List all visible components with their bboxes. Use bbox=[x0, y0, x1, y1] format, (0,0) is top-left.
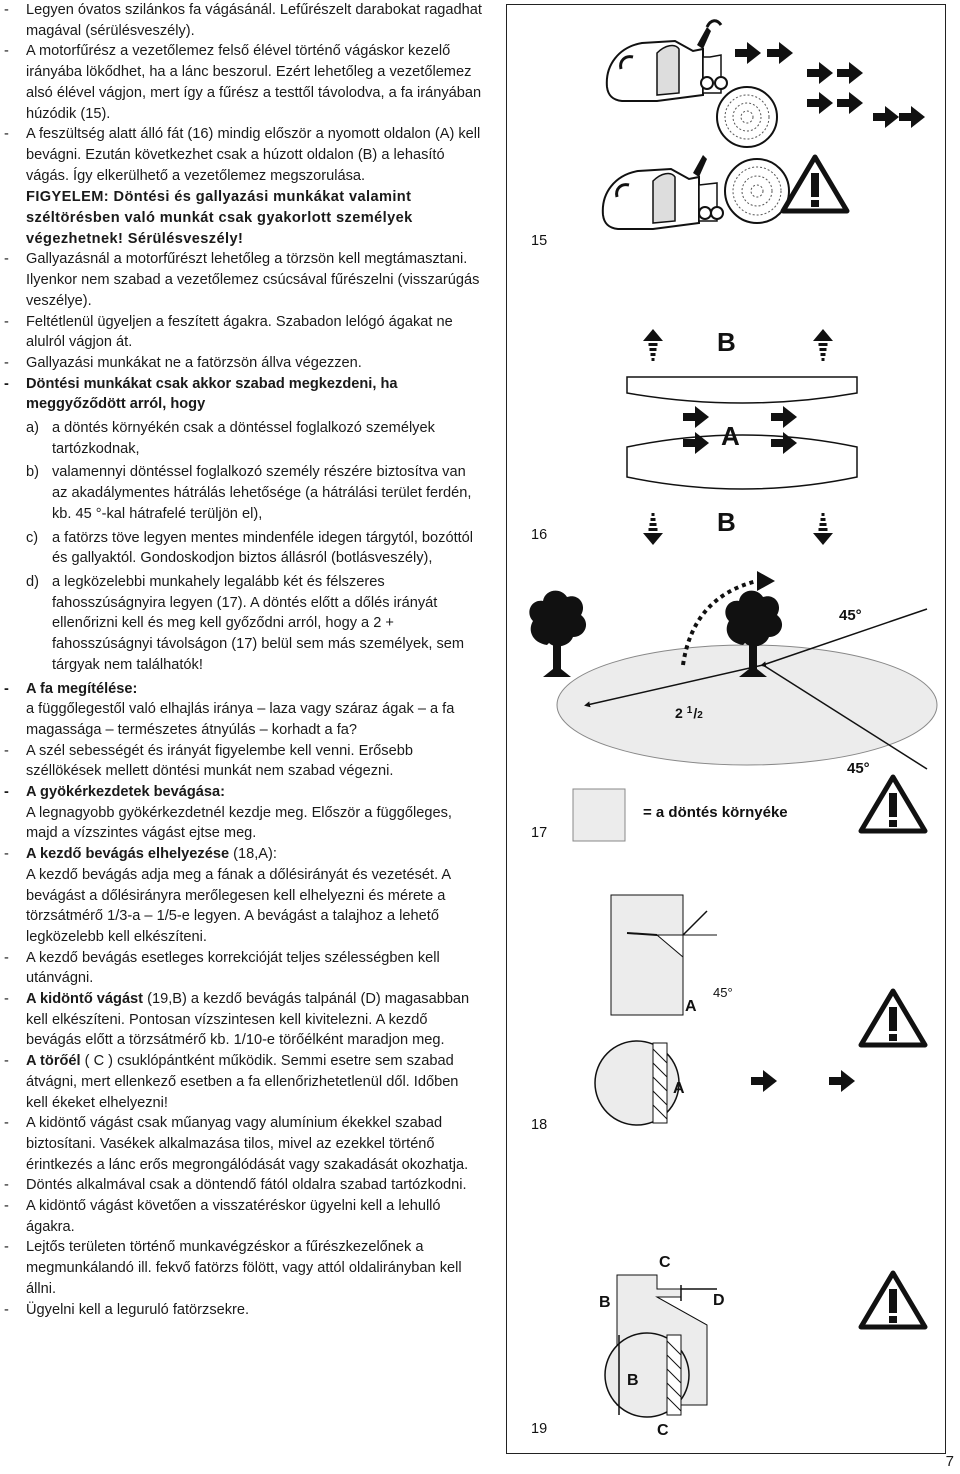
figure-number-19: 19 bbox=[531, 1421, 548, 1437]
figure-18-notch bbox=[595, 895, 855, 1125]
list-item: - Legyen óvatos szilánkos fa vágásánál. Lefűrészelt darabokat ragadhat magával (sérülésveszély). bbox=[4, 2, 482, 39]
log-cross-section-upper bbox=[717, 87, 777, 147]
figure-number-16: 16 bbox=[531, 527, 548, 543]
list-item: - A szél sebességét és irányát figyelembe kell venni. Erősebb széllökések mellett döntési munkát nem szabad végezni. bbox=[4, 742, 413, 780]
figure-15-chainsaw-lower bbox=[603, 155, 723, 229]
figure-16-log-diagram bbox=[627, 327, 857, 545]
label-B: B bbox=[599, 1294, 611, 1311]
sub-item-b: b) valamennyi döntéssel foglalkozó személy részére biztosítva van az akadálymentes hátrálás lehetősége (a hátrálási terület ferdén, kb. 45 °-kal hátrafelé terüljön el), bbox=[26, 464, 472, 522]
figure-number-18: 18 bbox=[531, 1117, 548, 1133]
warning-sign-icon bbox=[861, 991, 925, 1045]
list-item: - Gallyazásnál a motorfűrészt lehetőleg a törzsön kell megtámasztani. Ilyenkor nem szabad a vezetőlemez csúcsával fűrészelni (visszarúgás veszélye). bbox=[4, 251, 480, 309]
list-item: - A kezdő bevágás esetleges korrekcióját teljes szélességben kell utánvágni. bbox=[4, 949, 440, 987]
distance-label: 2 $^1$/2 bbox=[675, 705, 703, 721]
figure-19-back-cut bbox=[599, 1254, 725, 1439]
list-item: - Döntés alkalmával csak a döntendő fától oldalra szabad tartózkodni. bbox=[4, 1177, 467, 1194]
warning-sign-icon bbox=[783, 157, 847, 211]
figure-column bbox=[506, 4, 946, 1454]
cross-section-label-A: A bbox=[673, 1080, 685, 1097]
list-item: - Ügyelni kell a leguruló fatörzsekre. bbox=[4, 1301, 250, 1318]
text-column bbox=[0, 0, 482, 1320]
figure-number-15: 15 bbox=[531, 233, 548, 249]
legend-text: = a döntés környéke bbox=[643, 804, 788, 821]
figure-number-17: 17 bbox=[531, 825, 548, 841]
notch-label-A: A bbox=[685, 998, 697, 1015]
list-item: - A motorfűrész a vezetőlemez felső élével történő vágáskor kezelő irányába lökődhet, ha a lánc beszorul. Ezért lehetőleg a vezetőlemez alsó élével vágjon, mert így a fűrész a testtől távolodva, a fa irányában húzódik (15). bbox=[4, 43, 482, 122]
sub-item-d: d) a legközelebbi munkahely legalább két és félszeres fahosszúságnyira legyen (17). A döntés előtt a dőlés irányát ellenőrizni kell és meg kell győződni arról, hogy a 2 + fahosszúságnyi távolságon (17) belül sem más személyek, sem tárgyak nem találhatók! bbox=[26, 573, 465, 673]
section-heading: - A fa megítélése: bbox=[4, 680, 138, 697]
label-B-top: B bbox=[717, 327, 736, 357]
paragraph: A legnagyobb gyökérkezdetnél kezdje meg. Először a függőleges, majd a vízszintes vágást ejtse meg. bbox=[26, 804, 452, 842]
paragraph: A kezdő bevágás adja meg a fának a dőlésirányát és vezetését. A bevágást a dőlésirányra merőlegesen kell elhelyezni és mérete a törzsátmérő 1/3-a – 1/5-e legyen. A bevágást a talajhoz a lehető legközelebb kell elkészíteni. bbox=[26, 866, 451, 945]
section-heading: - A kezdő bevágás elhelyezése (18,A): bbox=[4, 846, 277, 863]
paragraph: a függőlegestől való elhajlás iránya – laza vagy száraz ágak – a fa magassága – természetes átnyúlás – korhadt a fa? bbox=[26, 701, 455, 738]
warning-sign-icon bbox=[861, 1273, 925, 1327]
list-item: - Feltétlenül ügyeljen a feszített ágakra. Szabadon lelógó ágakat ne alulról vágjon át. bbox=[4, 313, 453, 351]
list-item: - A törőél ( C ) csuklópántként működik. Semmi esetre sem szabad átvágni, mert ellenkező esetben a fa ellenőrizhetetlenül dől. Időben kell ékeket elhelyezni! bbox=[4, 1053, 459, 1111]
angle-45-top: 45° bbox=[839, 607, 862, 624]
list-item: - A kidöntő vágást csak műanyag vagy alumínium ékekkel szabad biztosítani. Vasékek alkalmazása tilos, mivel az ezekkel történő érintkezés a lánc erős megrongálódását vagy szakadását okozhatja. bbox=[4, 1115, 469, 1173]
list-item: - A feszültség alatt álló fát (16) mindig először a nyomott oldalon (A) kell bevágni. Ezután következhet csak a húzott oldalon (B) a lehasító vágás. Így elkerülhető a vezetőlemez megszorulása. bbox=[4, 126, 481, 184]
list-item: - Gallyazási munkákat ne a fatörzsön állva végezzen. bbox=[4, 354, 362, 371]
list-item: - Döntési munkákat csak akkor szabad megkezdeni, ha meggyőződött arról, hogy bbox=[4, 375, 398, 413]
notch-angle-45: 45° bbox=[713, 985, 733, 1000]
warning-paragraph: FIGYELEM: Döntési és gallyazási munkákat valamint széltörésben való munkát csak gyakorlott személyek végezhetnek! Sérülésveszély! bbox=[26, 189, 413, 247]
sub-item-c: c) a fatörzs töve legyen mentes mindenféle idegen tárgytól, bozóttól és gallyaktól. Gondoskodjon biztos állásról (botlásveszély), bbox=[26, 529, 474, 567]
section-heading: - A gyökérkezdetek bevágása: bbox=[4, 784, 226, 801]
list-item: - A kidöntő vágást (19,B) a kezdő bevágás talpánál (D) magasabban kell elkészíteni. Pontosan vízszintesen kell kivitelezni. A kezdő bevágás előtt a törzsátmérő kb. 1/10-e törőélként maradjon meg. bbox=[4, 991, 470, 1049]
warning-sign-icon bbox=[861, 777, 925, 831]
label-D: D bbox=[713, 1292, 725, 1309]
cross-section-label-B: B bbox=[627, 1372, 639, 1389]
label-C: C bbox=[659, 1254, 671, 1271]
figure-17-felling-area bbox=[529, 571, 937, 841]
label-A: A bbox=[721, 421, 740, 451]
page-number: 7 bbox=[945, 1453, 954, 1470]
list-item: - Lejtős területen történő munkavégzéskor a fűrészkezelőnek a megmunkálandó ill. fekvő fatörzs fölött, vagy attól oldalirányban kell állni. bbox=[4, 1239, 462, 1297]
sub-item-a: a) a döntés környékén csak a döntéssel foglalkozó személyek tartózkodnak, bbox=[26, 420, 435, 457]
cross-section-label-C: C bbox=[657, 1422, 669, 1439]
angle-45-bottom: 45° bbox=[847, 760, 870, 777]
figures-svg bbox=[507, 5, 945, 1453]
log-cross-section-lower bbox=[725, 159, 789, 223]
list-item: - A kidöntő vágást követően a visszatéréskor ügyelni kell a lehulló ágakra. bbox=[4, 1198, 441, 1235]
label-B-bottom: B bbox=[717, 507, 736, 537]
figure-15-chainsaw-upper bbox=[607, 21, 727, 101]
